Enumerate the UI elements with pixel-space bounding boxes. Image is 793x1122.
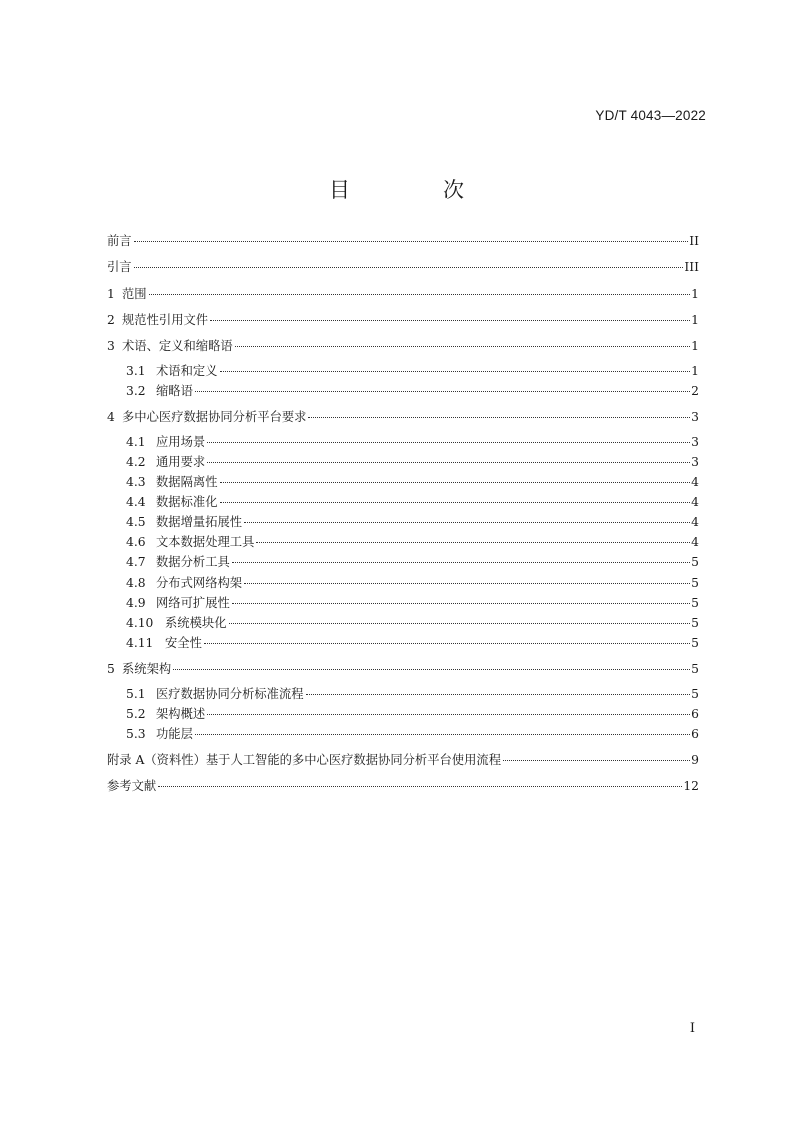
dot-leader (210, 320, 690, 321)
dot-leader (220, 371, 691, 372)
dot-leader (207, 462, 690, 463)
toc-entry-page: 4 (691, 535, 699, 549)
toc-entry-title: 术语和定义 (156, 364, 218, 378)
toc-entry-introduction[interactable] (107, 259, 699, 276)
dot-leader (256, 542, 690, 543)
toc-entry-page: 1 (691, 313, 699, 327)
toc-entry-4-3[interactable] (126, 474, 699, 491)
toc-entry-number: 4.3 (126, 475, 146, 489)
toc-entry-page: 1 (691, 339, 699, 353)
toc-entry-number: 5.1 (126, 687, 146, 701)
dot-leader (207, 442, 690, 443)
toc-entry-title: 分布式网络构架 (156, 576, 243, 590)
page-number: I (689, 1021, 695, 1036)
toc-entry-number: 4.4 (126, 495, 146, 509)
dot-leader (220, 502, 691, 503)
toc-entry-title: 安全性 (165, 636, 202, 650)
toc-entry-title: 范围 (122, 287, 147, 301)
dot-leader (235, 346, 690, 347)
page-title: 目 次 (329, 178, 500, 202)
toc-entry-3[interactable] (107, 338, 699, 355)
toc-entry-number: 4.2 (126, 455, 146, 469)
toc-entry-title: 引言 (107, 260, 132, 274)
toc-entry-page: 1 (691, 287, 699, 301)
dot-leader (229, 623, 691, 624)
toc-entry-page: II (689, 234, 699, 248)
dot-leader (503, 760, 690, 761)
toc-entry-number: 4.11 (126, 636, 154, 650)
dot-leader (244, 583, 690, 584)
toc-entry-title: 参考文献 (107, 779, 157, 793)
dot-leader (158, 786, 682, 787)
toc-entry-title: 附录 A（资料性）基于人工智能的多中心医疗数据协同分析平台使用流程 (107, 753, 501, 767)
toc-entry-number: 4.5 (126, 515, 146, 529)
dot-leader (306, 694, 691, 695)
dot-leader (244, 522, 690, 523)
toc-entry-page: 3 (691, 455, 699, 469)
toc-entry-title: 数据分析工具 (156, 555, 230, 569)
toc-entry-foreword[interactable] (107, 233, 699, 250)
toc-entry-4-2[interactable] (126, 454, 699, 471)
toc-entry-bibliography[interactable] (107, 778, 699, 795)
dot-leader (173, 669, 690, 670)
toc-entry-number: 4.7 (126, 555, 146, 569)
toc-entry-page: 5 (691, 662, 699, 676)
toc-entry-number: 4.6 (126, 535, 146, 549)
toc-entry-page: 5 (691, 687, 699, 701)
toc-entry-title: 应用场景 (156, 435, 206, 449)
toc-entry-4-4[interactable] (126, 494, 699, 511)
dot-leader (232, 603, 690, 604)
toc-entry-2[interactable] (107, 312, 699, 329)
toc-entry-5-3[interactable] (126, 726, 699, 743)
toc-entry-4-10[interactable] (126, 615, 699, 632)
toc-entry-number: 5.2 (126, 707, 146, 721)
toc-entry-page: 6 (691, 707, 699, 721)
toc-entry-title: 文本数据处理工具 (156, 535, 255, 549)
toc-entry-5-2[interactable] (126, 706, 699, 723)
toc-entry-number: 4.10 (126, 616, 154, 630)
toc-entry-4-8[interactable] (126, 575, 699, 592)
toc-entry-page: 4 (691, 515, 699, 529)
toc-entry-title: 数据隔离性 (156, 475, 218, 489)
toc-entry-page: 2 (691, 384, 699, 398)
toc-entry-number: 4.9 (126, 596, 146, 610)
toc-entry-number: 4.1 (126, 435, 146, 449)
toc-entry-title: 通用要求 (156, 455, 206, 469)
toc-entry-4-7[interactable] (126, 554, 699, 571)
toc-entry-page: III (684, 260, 699, 274)
dot-leader (134, 241, 689, 242)
toc-entry-4-6[interactable] (126, 534, 699, 551)
toc-entry-page: 5 (691, 576, 699, 590)
toc-entry-4-9[interactable] (126, 595, 699, 612)
toc-entry-number: 2 (107, 313, 115, 327)
dot-leader (149, 294, 691, 295)
toc-entry-4-11[interactable] (126, 635, 699, 652)
toc-entry-title: 系统架构 (122, 662, 172, 676)
document-code: YD/T 4043—2022 (595, 108, 706, 123)
toc-entry-page: 6 (691, 727, 699, 741)
toc-entry-title: 前言 (107, 234, 132, 248)
toc-entry-1[interactable] (107, 286, 699, 303)
toc-entry-page: 1 (691, 364, 699, 378)
dot-leader (308, 417, 690, 418)
toc-entry-title: 缩略语 (156, 384, 193, 398)
toc-entry-title: 数据标准化 (156, 495, 218, 509)
toc-entry-title: 系统模块化 (165, 616, 227, 630)
toc-entry-number: 4 (107, 410, 115, 424)
toc-entry-title: 术语、定义和缩略语 (122, 339, 233, 353)
toc-entry-5[interactable] (107, 661, 699, 678)
toc-entry-page: 5 (691, 596, 699, 610)
toc-entry-number: 5.3 (126, 727, 146, 741)
toc-entry-page: 12 (683, 779, 699, 793)
toc-entry-page: 5 (691, 616, 699, 630)
toc-entry-number: 1 (107, 287, 115, 301)
toc-entry-title: 多中心医疗数据协同分析平台要求 (122, 410, 307, 424)
toc-entry-title: 规范性引用文件 (122, 313, 209, 327)
toc-entry-4-1[interactable] (126, 434, 699, 451)
toc-entry-4[interactable] (107, 409, 699, 426)
toc-entry-number: 5 (107, 662, 115, 676)
toc-entry-title: 架构概述 (156, 707, 206, 721)
toc-entry-page: 3 (691, 410, 699, 424)
toc-entry-4-5[interactable] (126, 514, 699, 531)
toc-entry-page: 5 (691, 555, 699, 569)
toc-entry-number: 3.1 (126, 364, 146, 378)
toc-entry-page: 3 (691, 435, 699, 449)
toc-entry-3-2[interactable] (126, 383, 699, 400)
toc-entry-title: 医疗数据协同分析标准流程 (156, 687, 304, 701)
toc-entry-title: 数据增量拓展性 (156, 515, 243, 529)
toc-entry-page: 4 (691, 495, 699, 509)
toc-entry-3-1[interactable] (126, 363, 699, 380)
toc-entry-page: 4 (691, 475, 699, 489)
dot-leader (134, 267, 684, 268)
toc-entry-title: 功能层 (156, 727, 193, 741)
toc-entry-number: 3 (107, 339, 115, 353)
dot-leader (220, 482, 691, 483)
toc-entry-number: 4.8 (126, 576, 146, 590)
toc-entry-title: 网络可扩展性 (156, 596, 230, 610)
dot-leader (195, 391, 690, 392)
toc-entry-page: 9 (691, 753, 699, 767)
toc-entry-page: 5 (691, 636, 699, 650)
toc-entry-annex-a[interactable] (107, 752, 699, 769)
dot-leader (232, 562, 690, 563)
toc-entry-number: 3.2 (126, 384, 146, 398)
dot-leader (204, 643, 690, 644)
dot-leader (195, 734, 690, 735)
toc-entry-5-1[interactable] (126, 686, 699, 703)
dot-leader (207, 714, 690, 715)
